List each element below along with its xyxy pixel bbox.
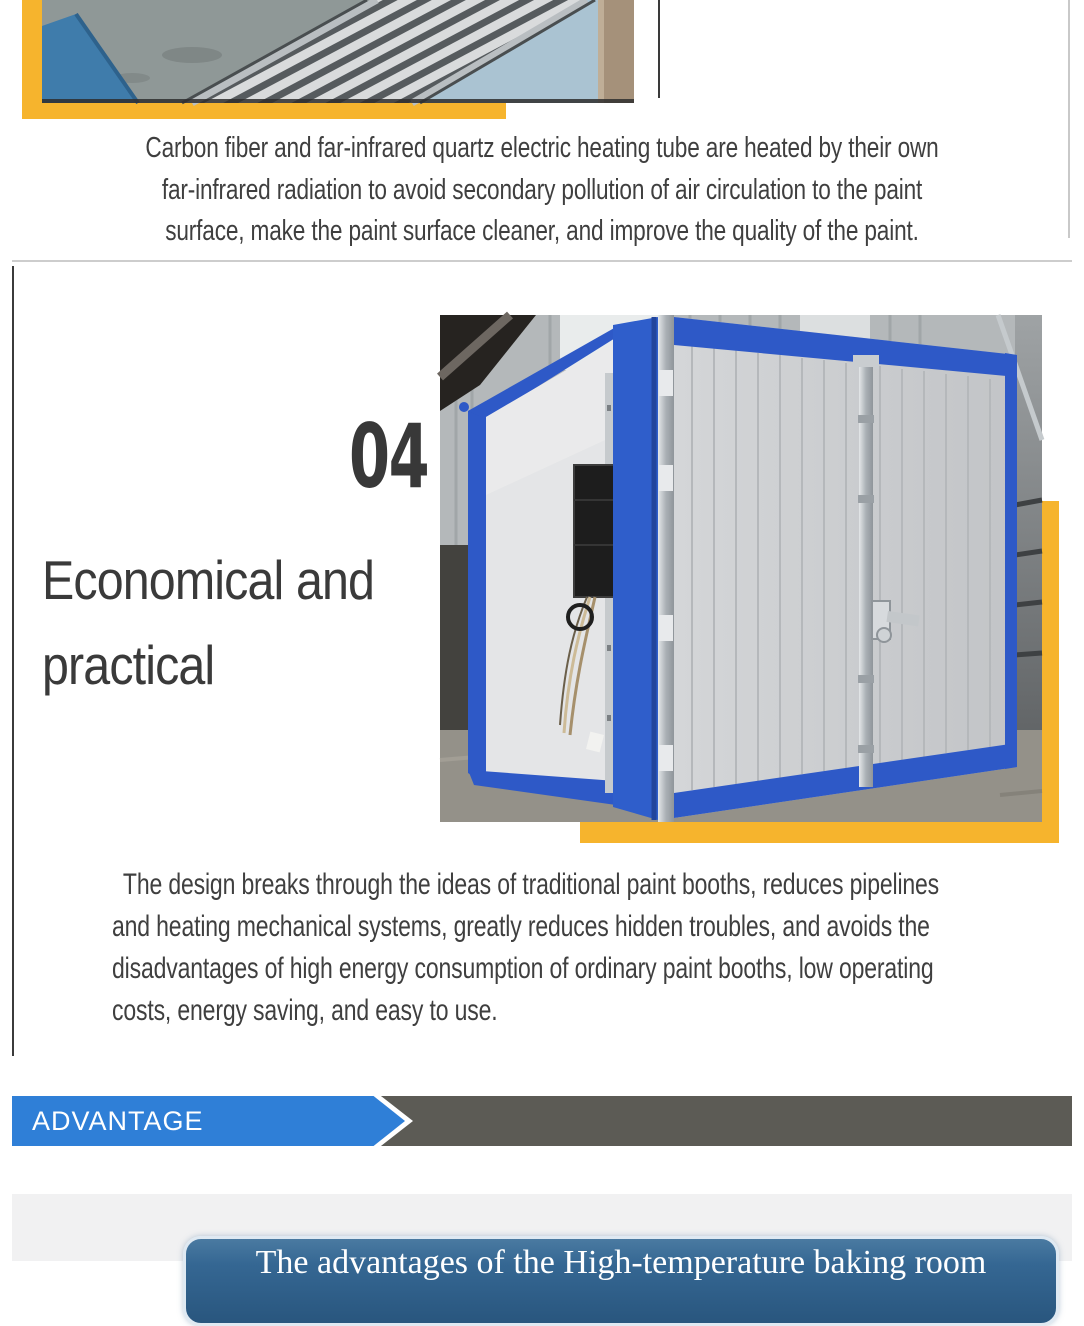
design-paragraph: The design breaks through the ideas of traditional paint booths, reduces pipelines and heating mechanical systems, greatly reduces hidden troubles, and avoids the disadvantages of high energy consumption of ordinary paint booths, low operating costs, energy saving, and easy to use. xyxy=(112,868,940,1027)
advantages-title-card xyxy=(183,1236,1059,1326)
heating-paragraph: Carbon fiber and far-infrared quartz electric heating tube are heated by their own far-infrared radiation to avoid secondary pollution of air circulation to the paint surface, make the paint surface cleaner, and improve the quality of the paint. xyxy=(145,132,939,247)
advantages-title: The advantages of the High-temperature baking room xyxy=(255,1244,987,1281)
feature-title: Economical and practical xyxy=(42,549,375,696)
section-left-border xyxy=(12,266,14,1056)
adjacent-image-edge xyxy=(658,0,660,98)
heating-tube-grate-photo xyxy=(42,0,634,103)
baking-room-oven-photo xyxy=(440,315,1042,822)
feature-number: 04 xyxy=(349,405,429,508)
product-description-page xyxy=(12,0,1072,1281)
section-divider xyxy=(12,260,1072,262)
advantage-banner-label: ADVANTAGE xyxy=(32,1106,204,1136)
